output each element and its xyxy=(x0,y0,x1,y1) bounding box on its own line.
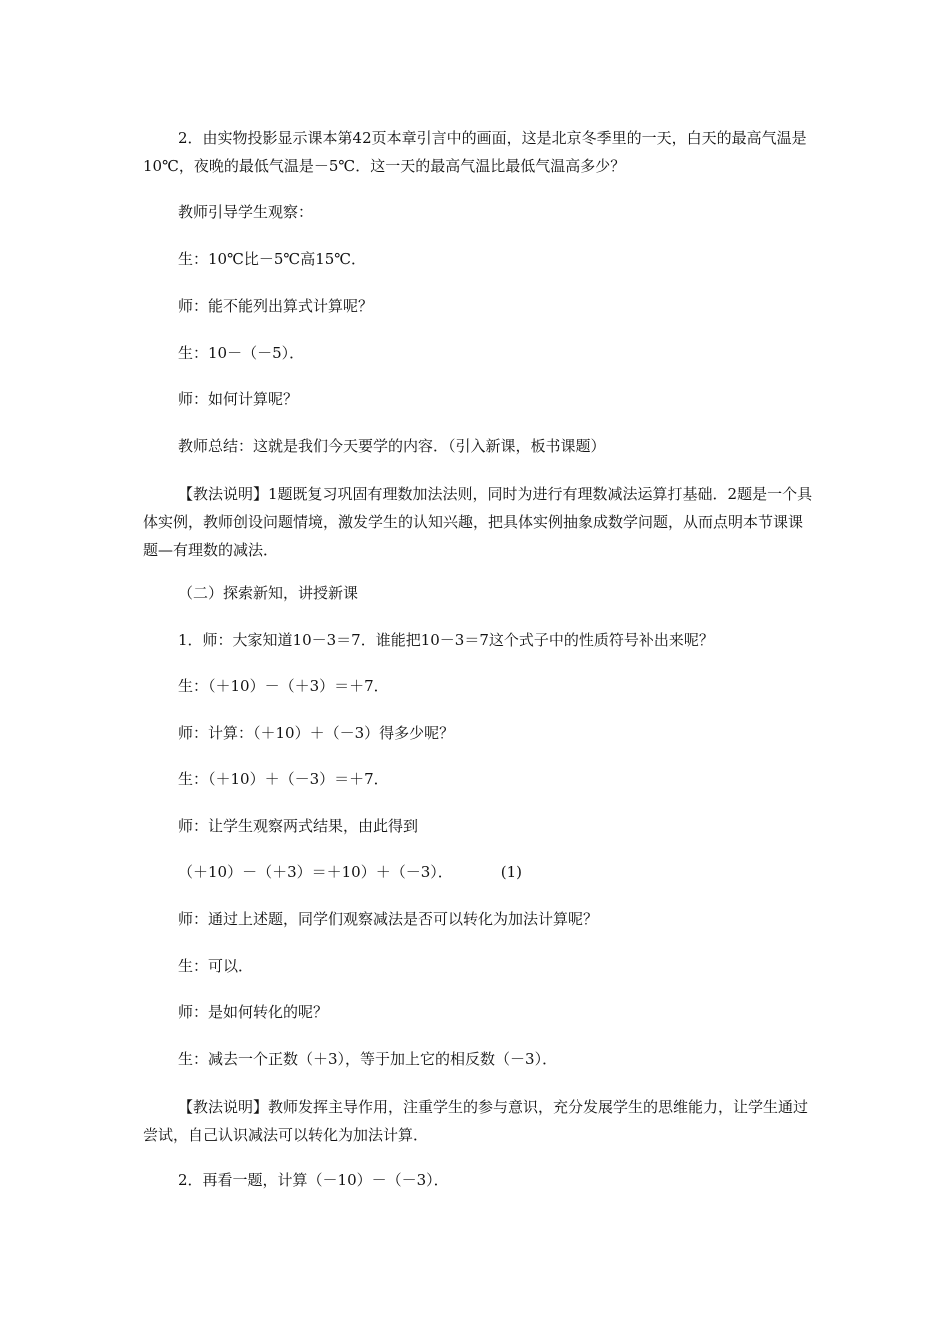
teacher-question-line: 师：通过上述题，同学们观察减法是否可以转化为加法计算呢？ xyxy=(178,910,599,928)
teacher-question-line: 师：让学生观察两式结果，由此得到 xyxy=(178,817,419,835)
teacher-summary-line: 教师总结：这就是我们今天要学的内容．（引入新课，板书课题） xyxy=(178,437,606,455)
student-answer-line: 生：（＋10）－（＋3）＝＋7． xyxy=(178,677,389,695)
teacher-question-line: 师：如何计算呢？ xyxy=(178,390,299,408)
student-answer-line: 生：可以． xyxy=(178,957,254,975)
exercise-line: 2．再看一题，计算（－10）－（－3）． xyxy=(178,1171,449,1189)
teacher-question-line: 师：能不能列出算式计算呢？ xyxy=(178,297,374,315)
teacher-question-line: 1．师：大家知道10－3＝7．谁能把10－3＝7这个式子中的性质符号补出来呢？ xyxy=(178,631,714,649)
equation-text: （＋10）－（＋3）＝＋10）＋（－3）． xyxy=(178,863,453,881)
section-heading: （二）探索新知，讲授新课 xyxy=(178,584,359,602)
equation-line xyxy=(178,858,522,886)
equation-number: (1) xyxy=(500,863,523,881)
teaching-note-paragraph: 【教法说明】1题既复习巩固有理数加法法则，同时为进行有理数减法运算打基础．2题是一个具体实例，教师创设问题情境，激发学生的认知兴趣，把具体实例抽象成数学问题，从而点明本节课课题—有理数的减法． xyxy=(143,485,813,559)
teaching-note-paragraph: 【教法说明】教师发挥主导作用，注重学生的参与意识，充分发展学生的思维能力，让学生通过尝试，自己认识减法可以转化为加法计算． xyxy=(143,1098,809,1144)
teacher-question-line: 师：是如何转化的呢？ xyxy=(178,1003,329,1021)
student-answer-line: 生：10－（－5）． xyxy=(178,344,305,362)
teacher-guide-line: 教师引导学生观察： xyxy=(178,203,314,221)
student-answer-line: 生：10℃比－5℃高15℃． xyxy=(178,250,367,268)
paragraph-2-intro: 2．由实物投影显示课本第42页本章引言中的画面，这是北京冬季里的一天，白天的最高气温是10℃，夜晚的最低气温是－5℃．这一天的最高气温比最低气温高多少？ xyxy=(143,129,807,175)
student-answer-line: 生：（＋10）＋（－3）＝＋7． xyxy=(178,770,389,788)
student-answer-line: 生：减去一个正数（＋3），等于加上它的相反数（－3）． xyxy=(178,1050,558,1068)
teacher-question-line: 师：计算：（＋10）＋（－3）得多少呢？ xyxy=(178,724,455,742)
